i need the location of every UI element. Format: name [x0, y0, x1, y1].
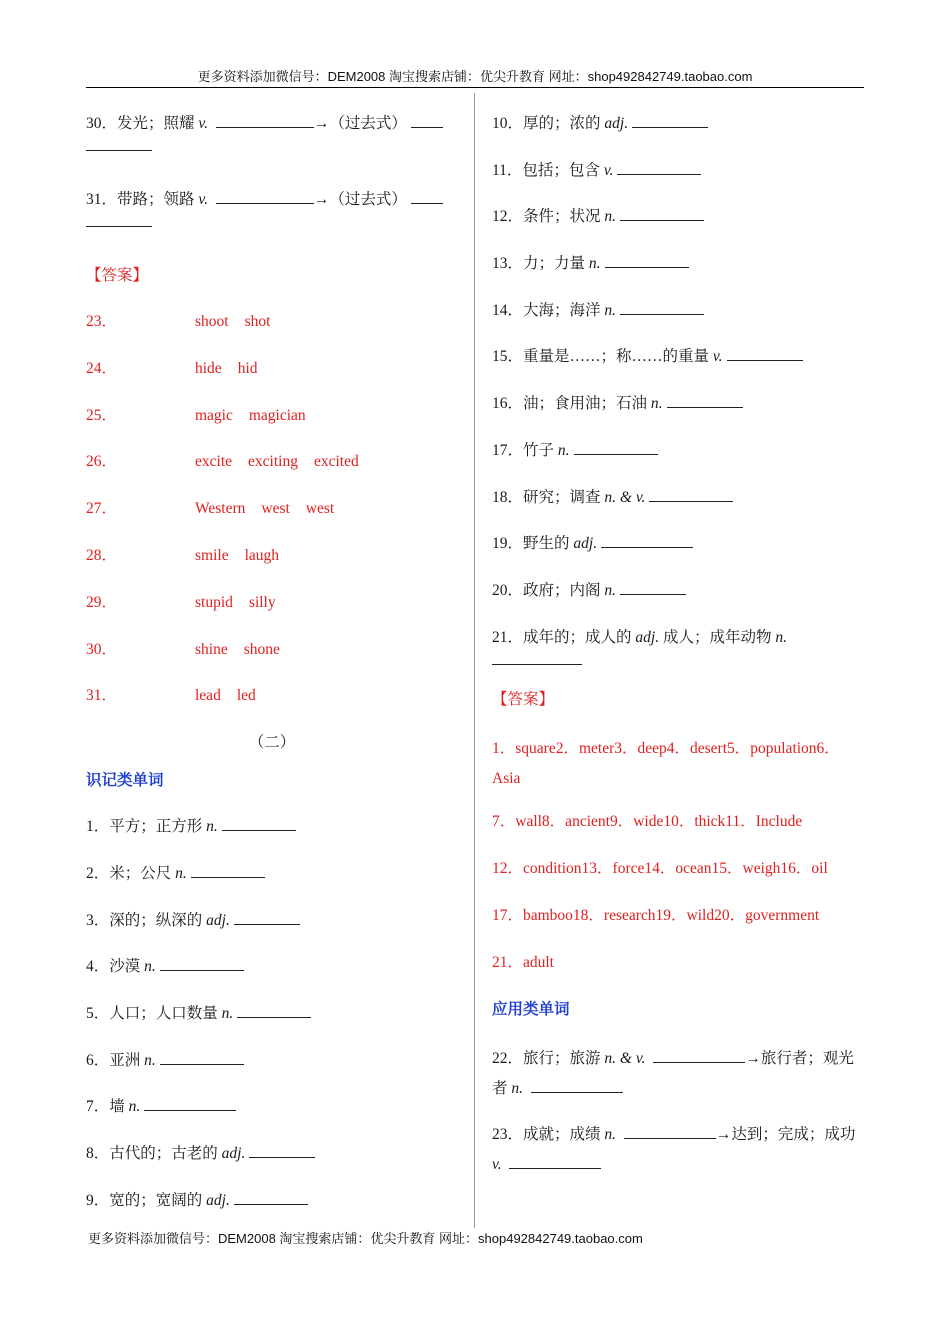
- answer-number: 28．: [86, 546, 118, 564]
- left-column: [86, 112, 458, 1235]
- answer-blank[interactable]: [620, 580, 686, 595]
- answer-word: led: [236, 687, 256, 705]
- answer-row: [86, 357, 458, 404]
- vocab-text: 13．力；力量: [492, 255, 586, 273]
- header-rule: [86, 87, 864, 88]
- vocab-text: 9．宽的；宽阔的: [86, 1191, 203, 1209]
- answer-words: [195, 497, 350, 520]
- answer-words: [195, 684, 272, 707]
- answer-line: 1．square2．meter3．deep4．desert5．population6．Asia: [492, 739, 840, 787]
- part-of-speech: n.: [175, 864, 187, 882]
- answer-blank[interactable]: [620, 300, 704, 315]
- answer-blank[interactable]: [727, 346, 803, 361]
- answer-number: 30．: [86, 640, 118, 658]
- answer-blank[interactable]: [191, 863, 265, 878]
- vocab-text: 10．厚的；浓的: [492, 115, 601, 132]
- part-of-speech: n. & v.: [604, 488, 646, 506]
- vocab-text: 4．沙漠: [86, 958, 141, 976]
- answer-blank[interactable]: [144, 1096, 236, 1111]
- answer-title: 【答案】: [492, 690, 555, 708]
- answer-blank[interactable]: [624, 1124, 716, 1139]
- vocab-item: [492, 532, 864, 579]
- answer-word: silly: [248, 593, 276, 611]
- column-divider: [474, 93, 475, 1228]
- answer-word: laugh: [244, 546, 280, 564]
- answer-row: [86, 591, 458, 638]
- answer-word: Western: [195, 500, 246, 518]
- part-of-speech: adj.: [206, 1191, 230, 1209]
- part-of-speech: adj.: [206, 911, 230, 929]
- part-of-speech: n.: [144, 958, 156, 976]
- part-of-speech: n.: [604, 301, 617, 319]
- answer-words: [195, 544, 295, 567]
- answer-number: 27．: [86, 500, 118, 518]
- answer-blank[interactable]: [222, 816, 296, 831]
- answer-blank[interactable]: [86, 212, 152, 227]
- apply-title: 应用类单词: [492, 1000, 570, 1018]
- vocab-text: 8．古代的；古老的: [86, 1144, 218, 1162]
- answer-number: 25．: [86, 406, 118, 424]
- part-of-speech: n.: [144, 1051, 156, 1069]
- vocab-text: 11．包括；包含: [492, 161, 600, 179]
- answer-title: 【答案】: [86, 267, 149, 284]
- answer-number: 29．: [86, 593, 118, 611]
- answer-blank[interactable]: [601, 533, 693, 548]
- answer-word: lead: [195, 687, 221, 705]
- answer-blank[interactable]: [411, 113, 443, 128]
- answer-word: excite: [195, 453, 233, 471]
- vocab-text: 20．政府；内阁: [492, 581, 601, 599]
- answer-word: hide: [195, 359, 222, 377]
- answer-blank[interactable]: [531, 1078, 623, 1093]
- answer-word: magic: [195, 406, 233, 424]
- answer-blank[interactable]: [216, 189, 314, 204]
- vocab-item: [492, 205, 864, 252]
- page-header: 更多资料添加微信号：DEM2008 淘宝搜索店铺：优尖升教育 网址：shop492842749.taobao.com: [197, 69, 753, 84]
- answer-words: [195, 404, 322, 427]
- part-of-speech: v.: [603, 161, 614, 179]
- answer-word: excited: [313, 453, 359, 471]
- question-23: 23．成就；成绩 n. →达到；完成；成功 v.: [492, 1125, 856, 1173]
- part-of-speech: n.: [650, 395, 663, 413]
- question-22: 22．旅行；旅游 n. & v. →旅行者；观光者 n.: [492, 1049, 854, 1097]
- answer-word: shoot: [195, 313, 229, 330]
- vocab-item: [86, 1095, 458, 1142]
- vocab-item: [492, 252, 864, 299]
- part-of-speech: n.: [604, 581, 617, 599]
- answer-blank[interactable]: [667, 393, 743, 408]
- answer-blank[interactable]: [160, 1050, 244, 1065]
- answer-blank[interactable]: [86, 136, 152, 151]
- answer-word: exciting: [248, 453, 298, 471]
- answer-word: smile: [195, 546, 229, 564]
- vocab-item: [492, 159, 864, 206]
- vocab-item: [86, 955, 458, 1002]
- vocab-item: [492, 486, 864, 533]
- answer-number: 23．: [86, 313, 118, 330]
- vocab-title: 识记类单词: [86, 772, 164, 790]
- vocab-item: [492, 579, 864, 626]
- vocab-item: [86, 862, 458, 909]
- vocab-item: [492, 345, 864, 392]
- page-footer: 更多资料添加微信号：DEM2008 淘宝搜索店铺：优尖升教育 网址：shop492842749.taobao.com: [88, 1231, 643, 1246]
- answer-word: shone: [243, 640, 280, 658]
- vocab-text: 17．竹子: [492, 441, 555, 459]
- answer-blank[interactable]: [411, 189, 443, 204]
- vocab-text: 14．大海；海洋: [492, 301, 601, 319]
- answer-word: west: [261, 500, 290, 518]
- answer-blank[interactable]: [216, 113, 314, 128]
- answer-row: [86, 450, 458, 497]
- answer-words: [195, 450, 375, 473]
- answer-row: [86, 638, 458, 685]
- vocab-item: [492, 299, 864, 346]
- answer-blank[interactable]: [653, 1048, 745, 1063]
- answer-blank[interactable]: [237, 1003, 311, 1018]
- vocab-item: [492, 439, 864, 486]
- answer-blank[interactable]: [617, 160, 701, 175]
- part-of-speech: adj.: [573, 535, 598, 553]
- answer-line: 7．wall8．ancient9．wide10．thick11．Include: [492, 812, 803, 830]
- vocab-text: 5．人口；人口数量: [86, 1004, 218, 1022]
- answer-words: [195, 591, 292, 614]
- vocab-text: 15．重量是……；称……的重量: [492, 348, 710, 366]
- answer-row: [86, 684, 458, 731]
- answer-line: 12．condition13．force14．ocean15．weigh16．oil: [492, 859, 828, 877]
- part-of-speech: adj.: [221, 1144, 246, 1162]
- vocab-text: 1．平方；正方形: [86, 818, 203, 836]
- answer-blank[interactable]: [492, 650, 582, 665]
- vocab-list: [492, 112, 864, 626]
- answer-line: 21．adult: [492, 953, 554, 971]
- part-of-speech: n.: [221, 1004, 234, 1022]
- part-of-speech: n.: [588, 255, 601, 273]
- answer-word: west: [305, 500, 335, 518]
- answer-words: [195, 357, 274, 380]
- answer-blank[interactable]: [574, 440, 658, 455]
- question-30: 30．发光；照耀 v. →（过去式）: [86, 112, 458, 188]
- vocab-item: [86, 1142, 458, 1189]
- vocab-text: 6．亚洲: [86, 1051, 141, 1069]
- answer-word: hid: [237, 359, 258, 377]
- vocab-text: 16．油；食用油；石油: [492, 395, 648, 413]
- answer-row: [86, 310, 458, 357]
- answer-word: shine: [195, 640, 228, 658]
- answer-word: stupid: [195, 593, 233, 611]
- answer-blank[interactable]: [605, 253, 689, 268]
- part-of-speech: n.: [128, 1098, 141, 1116]
- vocab-item: [86, 815, 458, 862]
- vocab-text: 3．深的；纵深的: [86, 911, 203, 929]
- answer-number: 24．: [86, 359, 118, 377]
- answer-blank[interactable]: [620, 206, 704, 221]
- answer-list: [86, 310, 458, 731]
- vocab-item: [86, 909, 458, 956]
- vocab-item: [492, 392, 864, 439]
- answer-blank[interactable]: [234, 910, 300, 925]
- answer-number: 31．: [86, 687, 118, 705]
- answer-words: [195, 310, 286, 333]
- section-title: （二）: [248, 734, 296, 752]
- vocab-text: 7．墙: [86, 1098, 125, 1116]
- vocab-text: 12．条件；状况: [492, 208, 601, 226]
- part-of-speech: v.: [712, 348, 723, 366]
- right-column: [492, 112, 864, 1196]
- part-of-speech: n.: [557, 441, 570, 459]
- vocab-text: 2．米；公尺: [86, 864, 172, 882]
- answer-line: 17．bamboo18．research19．wild20．government: [492, 906, 820, 924]
- part-of-speech: n.: [206, 818, 218, 836]
- answer-blank[interactable]: [649, 487, 733, 502]
- vocab-item: [86, 1049, 458, 1096]
- answer-words: [195, 638, 296, 661]
- answer-row: [86, 544, 458, 591]
- answer-row: [86, 497, 458, 544]
- vocab-text: 18．研究；调查: [492, 488, 601, 506]
- answer-word: magician: [248, 406, 306, 424]
- question-21: 21．成年的；成人的 adj. 成人；成年动物 n.: [492, 626, 864, 688]
- answer-blank[interactable]: [509, 1154, 601, 1169]
- vocab-list: [86, 815, 458, 1235]
- vocab-item: [492, 112, 864, 159]
- answer-blank[interactable]: [160, 956, 244, 971]
- answer-blank[interactable]: [234, 1190, 308, 1205]
- part-of-speech: adj.: [604, 115, 629, 132]
- answer-blank[interactable]: [632, 113, 708, 128]
- answer-row: [86, 404, 458, 451]
- answer-word: shot: [244, 313, 271, 330]
- vocab-text: 19．野生的: [492, 535, 570, 553]
- answer-number: 26．: [86, 453, 118, 471]
- question-31: 31．带路；领路 v. →（过去式）: [86, 188, 458, 264]
- part-of-speech: n.: [604, 208, 617, 226]
- vocab-item: [86, 1002, 458, 1049]
- answer-blank[interactable]: [249, 1143, 315, 1158]
